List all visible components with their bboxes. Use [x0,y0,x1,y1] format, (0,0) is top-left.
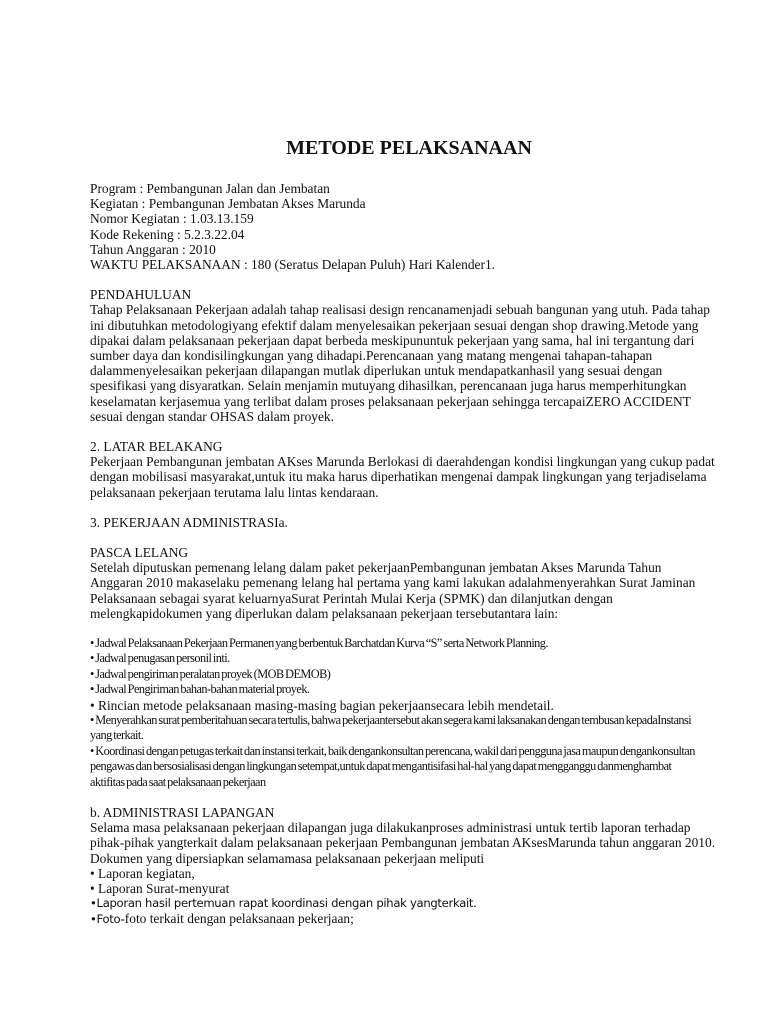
document-title: METODE PELAKSANAAN [286,137,532,159]
info-kegiatan: Kegiatan : Pembangunan Jembatan Akses Marunda [90,196,366,212]
paragraph-line: sumber daya dan kondisilingkungan yang dihadapi.Perencanaan yang matang mengenai tahapan-tahapan [90,348,653,364]
list-item: • Jadwal penugasan personil inti. [90,651,230,666]
section-heading: b. ADMINISTRASI LAPANGAN [90,804,275,820]
section-pendahuluan [90,287,728,424]
list-item-continuation: aktifitas pada saat pelaksanaan pekerjaan [90,774,266,789]
list-item: • Rincian metode pelaksanaan masing-masing bagian pekerjaansecara lebih mendetail. [90,697,554,713]
section-heading: PENDAHULUAN [90,287,192,303]
section-pasca-lelang [90,545,728,790]
section-heading-administrasi: 3. PEKERJAAN ADMINISTRASIa. [90,514,288,530]
paragraph-line: Anggaran 2010 makaselaku pemenang lelang hal pertama yang kami lakukan adalahmenyerahkan Surat Jaminan [90,575,696,591]
paragraph-line: dipakai dalam pelaksanaan pekerjaan dapat berbeda meskipununtuk pekerjaan yang sama, hal ini tergantung dari [90,332,695,348]
list-item: • Laporan kegiatan, [90,865,195,881]
list-item: • Jadwal Pengiriman bahan-bahan material proyek. [90,682,310,697]
paragraph-line: Selama masa pelaksanaan pekerjaan dilapangan juga dilakukanproses administrasi untuk tertib laporan terhadap [90,820,691,836]
paragraph-line: melengkapidokumen yang diperlukan dalam pelaksanaan pekerjaan tersebutantara lain: [90,605,559,621]
info-kode-rekening: Kode Rekening : 5.2.3.22.04 [90,226,245,242]
paragraph-line: pihak-pihak yangterkait dalam pelaksanaan pekerjaan Pembangunan jembatan AKsesMarunda tahun anggaran 2010. [90,835,716,851]
paragraph-line: Pekerjaan Pembangunan jembatan AKses Marunda Berlokasi di daerahdengan kondisi lingkungan yang cukup padat [90,454,715,470]
bullet-list [90,636,728,790]
list-item: • Menyerahkan surat pemberitahuan secara tertulis, bahwa pekerjaantersebut akan segera kami laksanakan dengan tembusan kepadaInstansi [90,712,692,727]
list-item: • Laporan Surat-menyurat [90,880,230,896]
paragraph-line: keselamatan kerjasemua yang terlibat dalam proses pelaksanaan pekerjaan sehingga tercapaiZERO ACCIDENT [90,393,691,409]
list-item: • Jadwal Pelaksanaan Pekerjaan Permanen yang berbentuk Barchatdan Kurva “S” serta Network Planning. [90,636,548,651]
paragraph-line: Tahap Pelaksanaan Pekerjaan adalah tahap realisasi design rencanamenjadi sebuah bangunan yang utuh. Pada tahap [90,302,710,318]
paragraph-line: Setelah diputuskan pemenang lelang dalam paket pekerjaanPembangunan jembatan Akses Marunda Tahun [90,560,662,576]
section-heading: 2. LATAR BELAKANG [90,439,223,455]
list-item: •Laporan hasil pertemuan rapat koordinasi dengan pihak yangterkait. [90,896,477,911]
paragraph-line: Pelaksanaan sebagai syarat keluarnyaSurat Perintah Mulai Kerja (SPMK) dan dilanjutkan dengan [90,590,613,606]
section-heading: PASCA LELANG [90,545,189,561]
info-waktu-pelaksanaan: WAKTU PELAKSANAAN : 180 (Seratus Delapan Puluh) Hari Kalender1. [90,257,495,273]
paragraph-line: dalammenyelesaikan pekerjaan dilapangan mutlak diperlukan untuk mendapatkanhasil yang sesuai dengan [90,363,663,379]
info-nomor-kegiatan: Nomor Kegiatan : 1.03.13.159 [90,211,254,227]
paragraph-line: pelaksanaan pekerjaan terutama lalu lintas kendaraan. [90,484,379,500]
paragraph-line: spesifikasi yang disyaratkan. Selain menjamin mutuyang dihasilkan, perencanaan juga harus memperhitungkan [90,378,687,394]
paragraph-line: ini dibutuhkan metodologiyang efektif dalam menyelesaikan pekerjaan sesuai dengan shop drawing.Metode yang [90,317,699,333]
info-tahun-anggaran: Tahun Anggaran : 2010 [90,241,216,257]
project-info [90,181,728,272]
section-administrasi-lapangan [90,805,728,928]
paragraph-line: dengan mobilisasi masyarakat,untuk itu maka harus diperhatikan mengenai dampak lingkungan yang terjadiselama [90,469,707,485]
list-item: • Koordinasi dengan petugas terkait dan instansi terkait, baik dengankonsultan perencana, wakil dari pengguna jasa maupun dengankonsultan [90,743,695,758]
list-item-continuation: yang terkait. [90,728,144,743]
section-latar-belakang [90,439,728,500]
list-item-text: -foto terkait dengan pelaksanaan pekerjaan; [120,911,354,927]
list-item [90,911,728,927]
list-item: • Jadwal pengiriman peralatan proyek (MOB DEMOB) [90,666,331,681]
list-item-continuation: pengawas dan bersosialisasi dengan lingkungan setempat,untuk dapat mengantisifasi hal-hal yang dapat mengganggu danmenghambat [90,759,672,774]
info-program: Program : Pembangunan Jalan dan Jembatan [90,181,330,196]
paragraph-line: Dokumen yang dipersiapkan selamamasa pelaksanaan pekerjaan meliputi [90,850,485,866]
paragraph-line: sesuai dengan standar OHSAS dalam proyek. [90,408,334,424]
list-item-prefix: •Foto [90,912,121,927]
